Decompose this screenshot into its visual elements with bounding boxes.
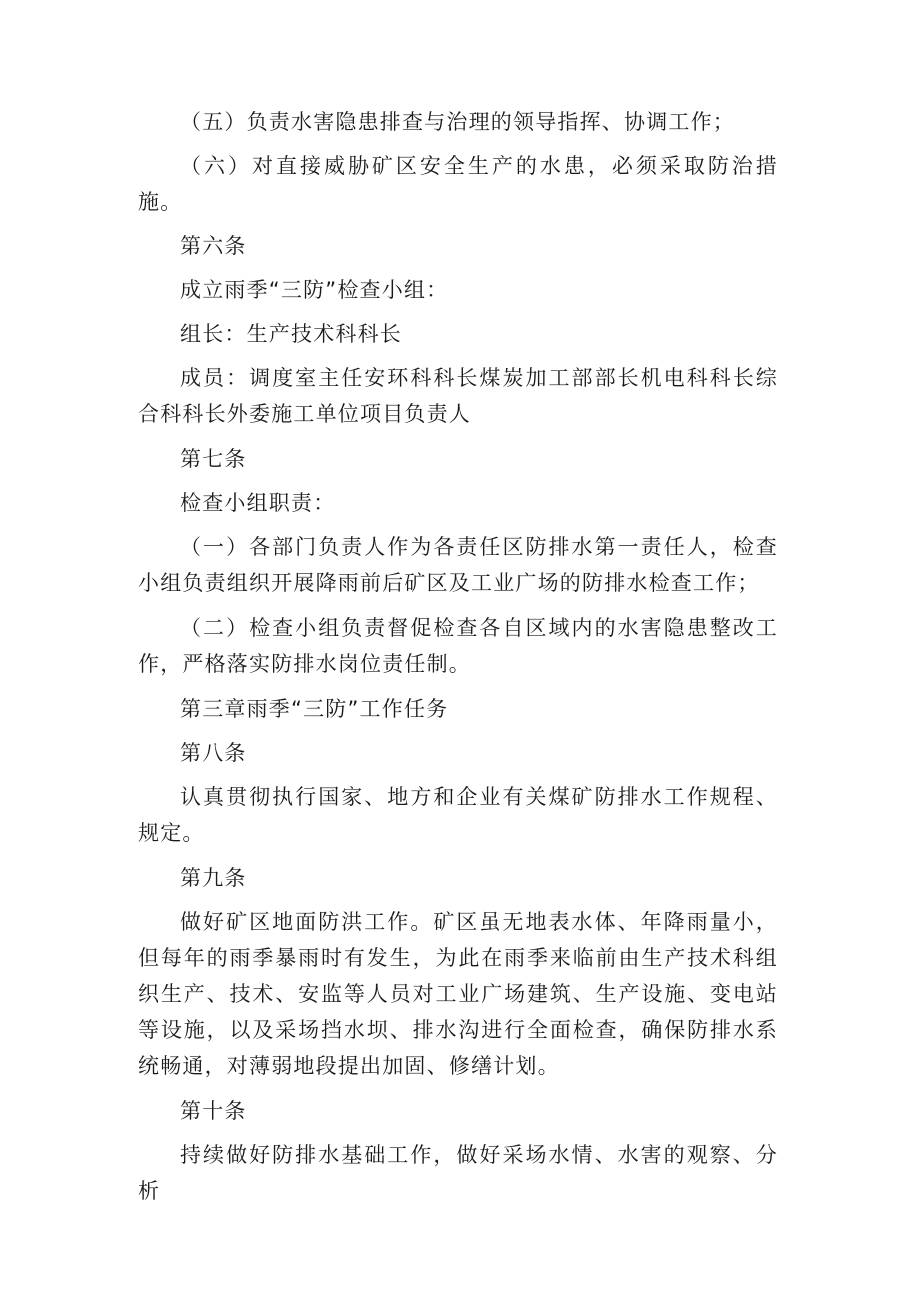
article-heading-8: 第八条	[180, 741, 247, 765]
paragraph-duty-2: （二）检查小组负责督促检查各自区域内的水害隐患整改工作，严格落实防排水岗位责任制。	[138, 616, 778, 676]
paragraph-article-8: 认真贯彻执行国家、地方和企业有关煤矿防排水工作规程、规定。	[138, 785, 778, 845]
paragraph-team-leader: 组长：生产技术科科长	[180, 322, 402, 346]
paragraph-team-intro: 成立雨季“三防”检查小组：	[180, 278, 449, 302]
chapter-heading-3: 第三章雨季“三防”工作任务	[180, 697, 449, 721]
paragraph-item-5: （五）负责水害隐患排查与治理的领导指挥、协调工作；	[180, 110, 735, 134]
paragraph-article-10: 持续做好防排水基础工作，做好采场水情、水害的观察、分析	[138, 1143, 778, 1203]
paragraph-team-members: 成员：调度室主任安环科科长煤炭加工部部长机电科科长综合科科长外委施工单位项目负责人	[138, 366, 778, 426]
article-heading-7: 第七条	[180, 447, 247, 471]
paragraph-item-6: （六）对直接威胁矿区安全生产的水患，必须采取防治措施。	[138, 154, 778, 214]
article-heading-9: 第九条	[180, 866, 247, 890]
article-heading-10: 第十条	[180, 1099, 247, 1123]
paragraph-article-9: 做好矿区地面防洪工作。矿区虽无地表水体、年降雨量小，但每年的雨季暴雨时有发生，为此在雨季来临前由生产技术科组织生产、技术、安监等人员对工业广场建筑、生产设施、变电站等设施，以及采场挡水坝、排水沟进行全面检查，确保防排水系统畅通，对薄弱地段提出加固、修缮计划。	[138, 910, 778, 1078]
paragraph-duties-intro: 检查小组职责：	[180, 491, 336, 515]
document-body	[138, 104, 778, 1218]
paragraph-duty-1: （一）各部门负责人作为各责任区防排水第一责任人，检查小组负责组织开展降雨前后矿区及工业广场的防排水检查工作；	[138, 535, 778, 595]
article-heading-6: 第六条	[180, 234, 247, 258]
